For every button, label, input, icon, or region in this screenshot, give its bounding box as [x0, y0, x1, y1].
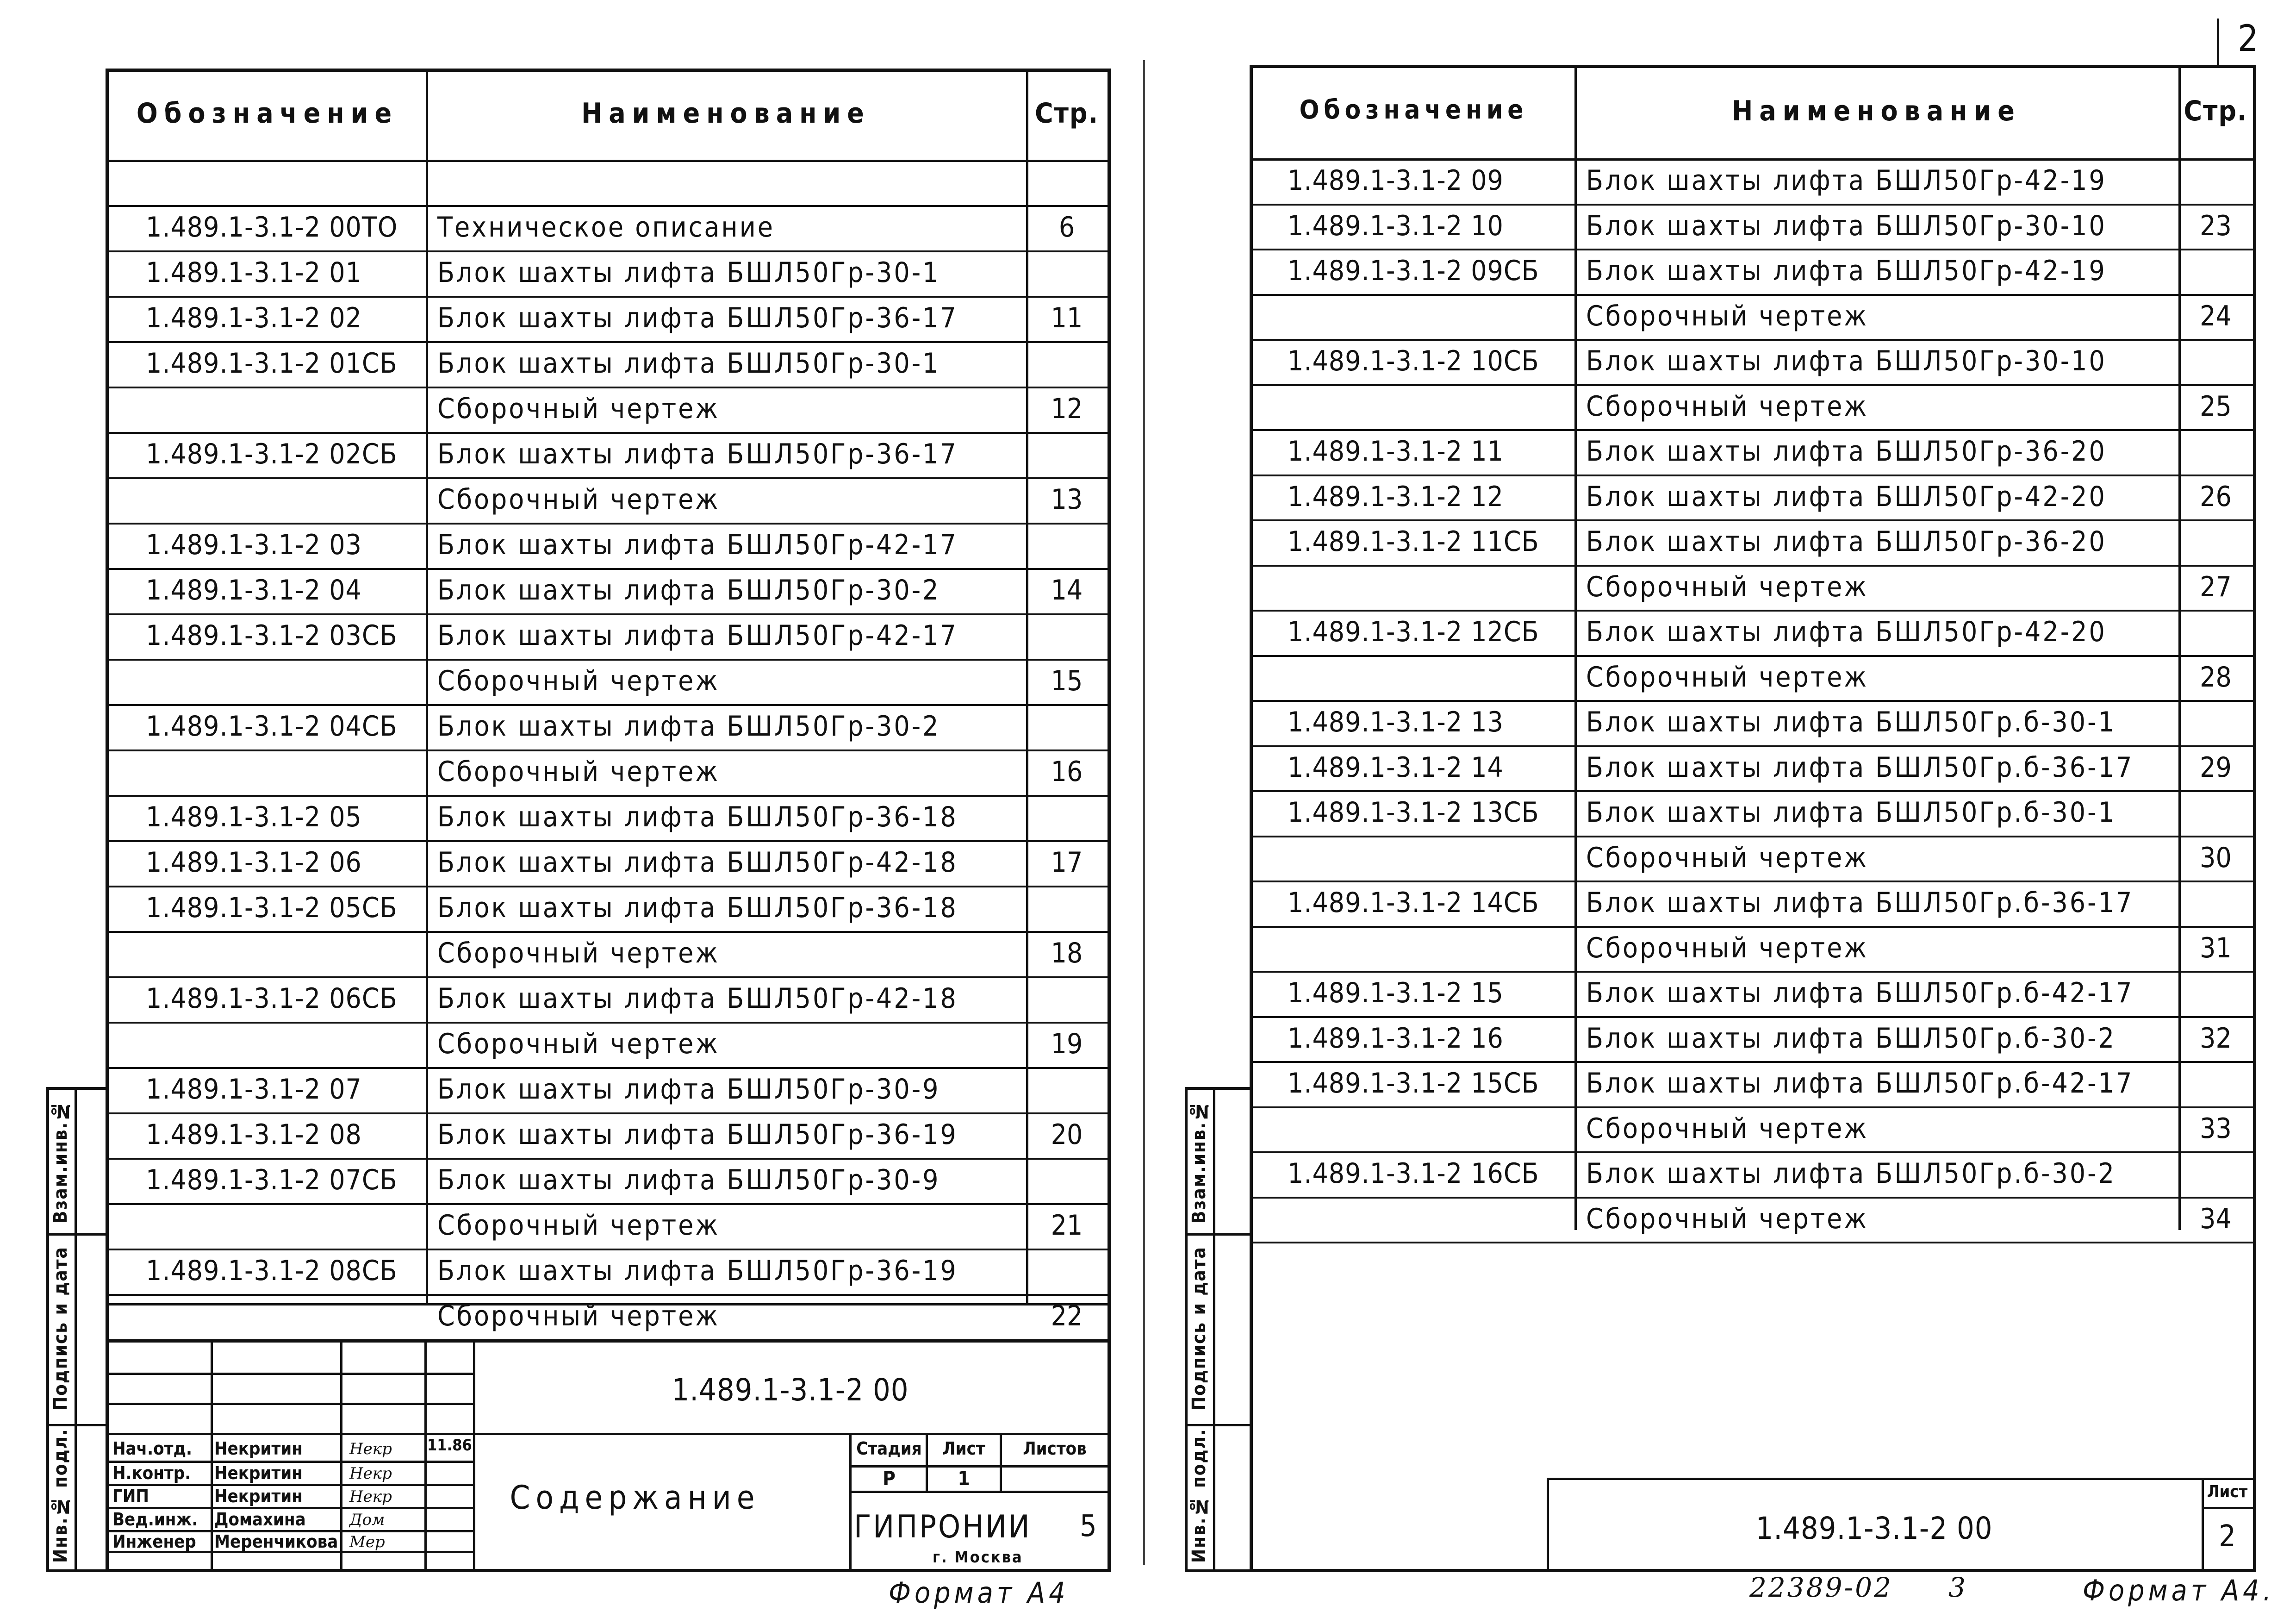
row-divider — [109, 704, 1108, 706]
row-divider — [1253, 429, 2253, 431]
org-city: г. Москва — [933, 1548, 1023, 1567]
right-sheet-label: Лист — [2207, 1482, 2248, 1501]
row-name: Сборочный чертеж — [437, 1209, 720, 1242]
row-divider — [1253, 926, 2253, 928]
row-designation: 1.489.1-3.1-2 14СБ — [1288, 887, 1539, 919]
row-page: 19 — [1051, 1028, 1083, 1060]
fold-line — [1143, 60, 1145, 1565]
row-divider — [1253, 204, 2253, 206]
row-divider — [109, 1158, 1108, 1160]
row-divider — [1253, 1197, 2253, 1199]
row-name: Блок шахты лифта БШЛ50Гр-36-18 — [437, 801, 958, 833]
row-name: Блок шахты лифта БШЛ50Гр-42-20 — [1586, 616, 2107, 648]
row-divider — [109, 1022, 1108, 1024]
person-name: Некритин — [214, 1463, 303, 1483]
row-name: Блок шахты лифта БШЛ50Гр-42-19 — [1586, 255, 2107, 287]
title-block-top — [109, 1340, 1108, 1343]
tb-col — [340, 1340, 342, 1572]
row-page: 29 — [2200, 751, 2232, 784]
row-page: 22 — [1051, 1300, 1083, 1332]
row-designation: 1.489.1-3.1-2 10СБ — [1288, 345, 1539, 377]
row-divider — [109, 387, 1108, 388]
row-designation: 1.489.1-3.1-2 03 — [146, 529, 362, 561]
row-divider — [1253, 294, 2253, 296]
row-name: Блок шахты лифта БШЛ50Гр-30-2 — [437, 574, 940, 606]
row-divider — [1253, 1106, 2253, 1108]
row-divider — [109, 750, 1108, 751]
row-page: 15 — [1051, 665, 1083, 697]
title-doc-name: Содержание — [510, 1479, 760, 1517]
tb-stage-divider — [849, 1433, 852, 1572]
row-divider — [109, 341, 1108, 343]
stamp-sign-date: Подпись и дата — [1188, 1246, 1210, 1411]
row-name: Блок шахты лифта БШЛ50Гр-36-17 — [437, 438, 958, 470]
header-name: Наименование — [581, 97, 871, 130]
row-designation: 1.489.1-3.1-2 06 — [146, 846, 362, 879]
row-name: Блок шахты лифта БШЛ50Гр.б-30-2 — [1586, 1022, 2116, 1055]
row-divider — [1253, 475, 2253, 476]
header-divider — [1253, 158, 2253, 161]
row-divider — [1253, 1016, 2253, 1018]
tb-stage-row — [849, 1491, 1108, 1493]
row-designation: 1.489.1-3.1-2 00ТО — [146, 211, 398, 244]
row-page: 23 — [2200, 209, 2232, 242]
row-name: Блок шахты лифта БШЛ50Гр-30-10 — [1586, 209, 2107, 242]
row-divider — [1253, 1061, 2253, 1063]
tb-col — [424, 1340, 427, 1572]
row-name: Сборочный чертеж — [1586, 390, 1869, 423]
row-divider — [1253, 1151, 2253, 1153]
row-name: Блок шахты лифта БШЛ50Гр.б-30-1 — [1586, 796, 2116, 829]
person-name: Меренчикова — [214, 1531, 338, 1552]
row-designation: 1.489.1-3.1-2 01 — [146, 256, 362, 289]
row-designation: 1.489.1-3.1-2 14 — [1288, 751, 1504, 784]
row-divider — [1253, 384, 2253, 386]
header-name: Наименование — [1732, 95, 2021, 127]
sheet-value: 1 — [958, 1467, 970, 1490]
row-name: Блок шахты лифта БШЛ50Гр-30-1 — [437, 347, 940, 380]
row-name: Сборочный чертеж — [437, 665, 720, 697]
row-designation: 1.489.1-3.1-2 13 — [1288, 706, 1504, 738]
row-divider — [109, 931, 1108, 933]
tb-row — [109, 1373, 473, 1375]
row-name: Блок шахты лифта БШЛ50Гр.б-30-1 — [1586, 706, 2116, 738]
row-divider — [109, 205, 1108, 207]
sign-date: 11.86 — [427, 1436, 472, 1455]
row-page: 17 — [1051, 846, 1083, 879]
stamp-replace-inv: Взам.инв.№ — [1188, 1099, 1210, 1224]
stage-label: Стадия — [856, 1438, 922, 1459]
sheets-label: Листов — [1023, 1438, 1087, 1459]
row-divider — [109, 432, 1108, 434]
row-designation: 1.489.1-3.1-2 12 — [1288, 480, 1504, 513]
left-sheet — [106, 69, 1111, 1572]
row-divider — [109, 1294, 1108, 1296]
row-designation: 1.489.1-3.1-2 04 — [146, 574, 362, 606]
row-divider — [1253, 565, 2253, 567]
right-sheet — [1250, 65, 2256, 1572]
stamp-replace-inv: Взам.инв.№ — [50, 1099, 71, 1224]
row-page: 24 — [2200, 300, 2232, 332]
right-title-row — [2202, 1507, 2253, 1509]
row-designation: 1.489.1-3.1-2 06СБ — [146, 982, 398, 1015]
row-divider — [109, 886, 1108, 887]
right-sheet-no: 2 — [2219, 1519, 2236, 1554]
row-divider — [109, 1067, 1108, 1069]
person-signature: Дом — [349, 1511, 385, 1529]
row-name: Блок шахты лифта БШЛ50Гр-42-19 — [1586, 164, 2107, 197]
row-page: 11 — [1051, 302, 1083, 334]
row-name: Сборочный чертеж — [437, 1028, 720, 1060]
row-designation: 1.489.1-3.1-2 07 — [146, 1073, 362, 1106]
person-role: Инженер — [112, 1531, 196, 1552]
row-divider — [1253, 519, 2253, 521]
row-page: 26 — [2200, 480, 2232, 513]
row-name: Блок шахты лифта БШЛ50Гр.б-42-17 — [1586, 1067, 2134, 1099]
right-title-top — [1547, 1478, 2253, 1480]
format-left: Формат А4 — [889, 1576, 1069, 1610]
row-name: Блок шахты лифта БШЛ50Гр-36-20 — [1586, 525, 2107, 558]
row-divider — [109, 795, 1108, 797]
row-designation: 1.489.1-3.1-2 08СБ — [146, 1255, 398, 1287]
header-divider — [109, 160, 1108, 162]
row-name: Блок шахты лифта БШЛ50Гр-30-2 — [437, 710, 940, 743]
person-role: ГИП — [112, 1486, 149, 1506]
row-page: 12 — [1051, 393, 1083, 425]
row-name: Блок шахты лифта БШЛ50Гр-30-1 — [437, 256, 940, 289]
row-divider — [109, 568, 1108, 570]
person-name: Некритин — [214, 1438, 303, 1459]
row-name: Сборочный чертеж — [437, 756, 720, 788]
row-page: 20 — [1051, 1118, 1083, 1151]
row-name: Сборочный чертеж — [1586, 570, 1869, 603]
row-designation: 1.489.1-3.1-2 11 — [1288, 435, 1504, 468]
row-divider — [109, 477, 1108, 479]
row-designation: 1.489.1-3.1-2 16СБ — [1288, 1157, 1539, 1190]
row-divider — [1253, 790, 2253, 792]
row-page: 16 — [1051, 756, 1083, 788]
row-designation: 1.489.1-3.1-2 01СБ — [146, 347, 398, 380]
row-name: Сборочный чертеж — [437, 483, 720, 516]
row-name: Блок шахты лифта БШЛ50Гр-30-9 — [437, 1073, 940, 1106]
row-page: 28 — [2200, 661, 2232, 693]
table-bottom — [109, 1303, 1108, 1305]
person-name: Некритин — [214, 1486, 303, 1506]
row-name: Блок шахты лифта БШЛ50Гр-36-18 — [437, 892, 958, 924]
row-divider — [1253, 339, 2253, 341]
row-divider — [1253, 1242, 2253, 1243]
row-name: Блок шахты лифта БШЛ50Гр-42-18 — [437, 982, 958, 1015]
row-name: Блок шахты лифта БШЛ50Гр.б-30-2 — [1586, 1157, 2116, 1190]
person-role: Нач.отд. — [112, 1438, 193, 1459]
row-name: Блок шахты лифта БШЛ50Гр-36-19 — [437, 1118, 958, 1151]
row-name: Блок шахты лифта БШЛ50Гр-30-10 — [1586, 345, 2107, 377]
org-name: ГИПРОНИИ — [854, 1509, 1032, 1545]
row-divider — [109, 659, 1108, 661]
header-designation: Обозначение — [136, 97, 398, 130]
person-role: Н.контр. — [112, 1463, 191, 1483]
row-divider — [109, 613, 1108, 615]
col-divider — [2178, 68, 2181, 1230]
stage-value: Р — [883, 1467, 896, 1490]
archive-no: 22389-02 — [1749, 1572, 1893, 1603]
row-page: 33 — [2200, 1112, 2232, 1145]
archive-page: 3 — [1948, 1572, 1966, 1603]
stamp-inv-orig: Инв.№ подл. — [1188, 1428, 1210, 1563]
row-page: 14 — [1051, 574, 1083, 606]
row-page: 34 — [2200, 1202, 2232, 1235]
left-stamp-column — [46, 1087, 109, 1572]
row-designation: 1.489.1-3.1-2 10 — [1288, 209, 1504, 242]
row-page: 30 — [2200, 841, 2232, 874]
row-page: 6 — [1058, 211, 1075, 244]
row-name: Сборочный чертеж — [437, 1300, 720, 1332]
col-divider — [1574, 68, 1577, 1230]
corner-sheet-no: 2 — [2238, 18, 2259, 60]
row-designation: 1.489.1-3.1-2 05 — [146, 801, 362, 833]
row-name: Блок шахты лифта БШЛ50Гр-42-17 — [437, 619, 958, 652]
row-name: Блок шахты лифта БШЛ50Гр-36-20 — [1586, 435, 2107, 468]
row-page: 18 — [1051, 937, 1083, 969]
row-page: 25 — [2200, 390, 2232, 423]
person-role: Вед.инж. — [112, 1509, 198, 1530]
row-divider — [109, 296, 1108, 298]
row-name: Блок шахты лифта БШЛ50Гр-36-17 — [437, 302, 958, 334]
row-designation: 1.489.1-3.1-2 15СБ — [1288, 1067, 1539, 1099]
tb-row — [109, 1403, 473, 1405]
row-name: Сборочный чертеж — [1586, 1202, 1869, 1235]
row-name: Сборочный чертеж — [1586, 841, 1869, 874]
row-designation: 1.489.1-3.1-2 09СБ — [1288, 255, 1539, 287]
row-name: Блок шахты лифта БШЛ50Гр-42-17 — [437, 529, 958, 561]
person-signature: Мер — [349, 1533, 385, 1551]
row-divider — [1253, 881, 2253, 882]
corner-mark — [2217, 19, 2219, 65]
row-name: Техническое описание — [437, 211, 775, 244]
row-designation: 1.489.1-3.1-2 15 — [1288, 977, 1504, 1009]
stamp-sign-date: Подпись и дата — [50, 1246, 71, 1411]
row-designation: 1.489.1-3.1-2 16 — [1288, 1022, 1504, 1055]
row-designation: 1.489.1-3.1-2 13СБ — [1288, 796, 1539, 829]
row-designation: 1.489.1-3.1-2 11СБ — [1288, 525, 1539, 558]
sheet-label: Лист — [942, 1438, 985, 1459]
row-name: Сборочный чертеж — [1586, 931, 1869, 964]
row-name: Блок шахты лифта БШЛ50Гр.б-42-17 — [1586, 977, 2134, 1009]
row-name: Сборочный чертеж — [437, 937, 720, 969]
row-divider — [109, 1249, 1108, 1250]
person-signature: Некр — [349, 1440, 392, 1458]
row-divider — [109, 1112, 1108, 1114]
header-page: Стр. — [1034, 97, 1099, 130]
col-divider — [426, 72, 428, 1303]
row-name: Сборочный чертеж — [437, 393, 720, 425]
person-signature: Некр — [349, 1464, 392, 1483]
row-name: Блок шахты лифта БШЛ50Гр-30-9 — [437, 1164, 940, 1196]
stamp-divider — [75, 1090, 77, 1569]
row-divider — [1253, 249, 2253, 250]
row-page: 27 — [2200, 570, 2232, 603]
sheets-count: 5 — [1080, 1509, 1097, 1543]
row-page: 31 — [2200, 931, 2232, 964]
row-divider — [1253, 745, 2253, 747]
header-page: Стр. — [2184, 95, 2248, 127]
row-name: Блок шахты лифта БШЛ50Гр-36-19 — [437, 1255, 958, 1287]
row-divider — [109, 523, 1108, 525]
row-designation: 1.489.1-3.1-2 03СБ — [146, 619, 398, 652]
title-doc-code: 1.489.1-3.1-2 00 — [672, 1372, 909, 1408]
row-divider — [1253, 836, 2253, 837]
row-designation: 1.489.1-3.1-2 09 — [1288, 164, 1504, 197]
row-name: Блок шахты лифта БШЛ50Гр-42-18 — [437, 846, 958, 879]
row-designation: 1.489.1-3.1-2 02СБ — [146, 438, 398, 470]
row-name: Сборочный чертеж — [1586, 1112, 1869, 1145]
row-divider — [109, 976, 1108, 978]
right-doc-code: 1.489.1-3.1-2 00 — [1755, 1511, 1993, 1546]
row-name: Блок шахты лифта БШЛ50Гр-42-20 — [1586, 480, 2107, 513]
row-page: 21 — [1051, 1209, 1083, 1242]
tb-col — [211, 1340, 213, 1572]
row-designation: 1.489.1-3.1-2 02 — [146, 302, 362, 334]
row-name: Сборочный чертеж — [1586, 300, 1869, 332]
row-name: Блок шахты лифта БШЛ50Гр.б-36-17 — [1586, 887, 2134, 919]
person-name: Домахина — [214, 1509, 306, 1530]
row-divider — [1253, 700, 2253, 702]
row-designation: 1.489.1-3.1-2 08 — [146, 1118, 362, 1151]
row-page: 32 — [2200, 1022, 2232, 1055]
row-divider — [109, 250, 1108, 252]
row-designation: 1.489.1-3.1-2 12СБ — [1288, 616, 1539, 648]
row-divider — [1253, 971, 2253, 973]
stamp-inv-orig: Инв.№ подл. — [50, 1428, 71, 1563]
person-signature: Некр — [349, 1487, 392, 1506]
row-divider — [109, 840, 1108, 842]
header-designation: Обозначение — [1299, 95, 1528, 125]
row-designation: 1.489.1-3.1-2 05СБ — [146, 892, 398, 924]
row-designation: 1.489.1-3.1-2 07СБ — [146, 1164, 398, 1196]
stamp-divider — [1213, 1090, 1215, 1569]
row-page: 13 — [1051, 483, 1083, 516]
format-right: Формат А4. — [2083, 1574, 2275, 1607]
right-stamp-column — [1185, 1087, 1253, 1572]
row-divider — [109, 1203, 1108, 1205]
row-name: Сборочный чертеж — [1586, 661, 1869, 693]
row-divider — [1253, 655, 2253, 657]
row-designation: 1.489.1-3.1-2 04СБ — [146, 710, 398, 743]
row-divider — [1253, 610, 2253, 612]
row-name: Блок шахты лифта БШЛ50Гр.б-36-17 — [1586, 751, 2134, 784]
title-block-line — [109, 1433, 1108, 1435]
